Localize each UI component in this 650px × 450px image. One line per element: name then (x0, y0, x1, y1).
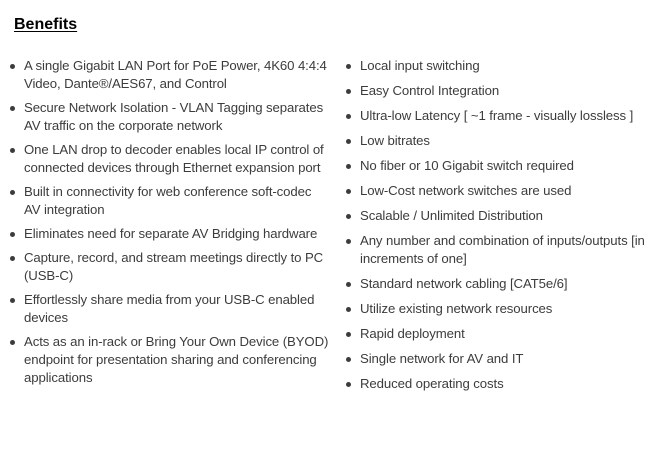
bullet-icon (10, 148, 15, 153)
list-item-text: Rapid deployment (360, 326, 465, 341)
list-item (346, 57, 646, 75)
list-item-text: Acts as an in-rack or Bring Your Own Device (BYOD) endpoint for presentation sharing and conferencing applications (24, 334, 329, 385)
bullet-icon (346, 357, 351, 362)
bullet-icon (10, 232, 15, 237)
list-item (10, 333, 330, 387)
list-item (346, 232, 646, 268)
list-item-text: Local input switching (360, 58, 480, 73)
list-item (346, 325, 646, 343)
bullet-icon (10, 256, 15, 261)
bullet-icon (346, 64, 351, 69)
bullet-icon (346, 382, 351, 387)
bullet-icon (346, 239, 351, 244)
list-item (10, 183, 330, 219)
list-item-text: Easy Control Integration (360, 83, 500, 98)
list-item (346, 375, 646, 393)
list-item-text: Scalable / Unlimited Distribution (360, 208, 543, 223)
bullet-icon (10, 64, 15, 69)
list-item (346, 182, 646, 200)
list-item-text: Effortlessly share media from your USB-C enabled devices (24, 292, 315, 325)
list-item-text: Built in connectivity for web conference soft-codec AV integration (24, 184, 312, 217)
list-item (346, 275, 646, 293)
list-item (346, 350, 646, 368)
bullet-icon (346, 214, 351, 219)
bullet-icon (346, 332, 351, 337)
list-item (10, 141, 330, 177)
bullet-icon (10, 190, 15, 195)
bullet-icon (10, 106, 15, 111)
bullet-icon (346, 282, 351, 287)
list-item-text: Reduced operating costs (360, 376, 504, 391)
list-item (10, 249, 330, 285)
list-item-text: Utilize existing network resources (360, 301, 553, 316)
list-item (346, 82, 646, 100)
bullet-icon (10, 340, 15, 345)
benefits-list-right (346, 57, 646, 400)
list-item-text: Low-Cost network switches are used (360, 183, 572, 198)
list-item (10, 57, 330, 93)
bullet-icon (346, 189, 351, 194)
bullet-icon (346, 164, 351, 169)
list-item-text: Capture, record, and stream meetings directly to PC (USB-C) (24, 250, 324, 283)
bullet-icon (346, 139, 351, 144)
list-item-text: Ultra-low Latency [ ~1 frame - visually lossless ] (360, 108, 634, 123)
page-title: Benefits (14, 16, 78, 33)
list-item-text: Eliminates need for separate AV Bridging hardware (24, 226, 318, 241)
bullet-icon (346, 89, 351, 94)
list-item (10, 225, 330, 243)
list-item-text: One LAN drop to decoder enables local IP control of connected devices through Ethernet expansion port (24, 142, 324, 175)
list-item (10, 99, 330, 135)
list-item-text: Single network for AV and IT (360, 351, 524, 366)
bullet-icon (346, 114, 351, 119)
list-item (10, 291, 330, 327)
list-item (346, 207, 646, 225)
list-item-text: Standard network cabling [CAT5e/6] (360, 276, 568, 291)
bullet-icon (10, 298, 15, 303)
list-item-text: No fiber or 10 Gigabit switch required (360, 158, 574, 173)
list-item (346, 107, 646, 125)
list-item-text: A single Gigabit LAN Port for PoE Power, 4K60 4:4:4 Video, Dante®/AES67, and Control (24, 58, 327, 91)
benefits-list-left (10, 57, 330, 393)
bullet-icon (346, 307, 351, 312)
list-item-text: Any number and combination of inputs/outputs [in increments of one] (360, 233, 645, 266)
list-item (346, 132, 646, 150)
list-item (346, 300, 646, 318)
list-item-text: Secure Network Isolation - VLAN Tagging separates AV traffic on the corporate network (24, 100, 324, 133)
list-item-text: Low bitrates (360, 133, 430, 148)
list-item (346, 157, 646, 175)
